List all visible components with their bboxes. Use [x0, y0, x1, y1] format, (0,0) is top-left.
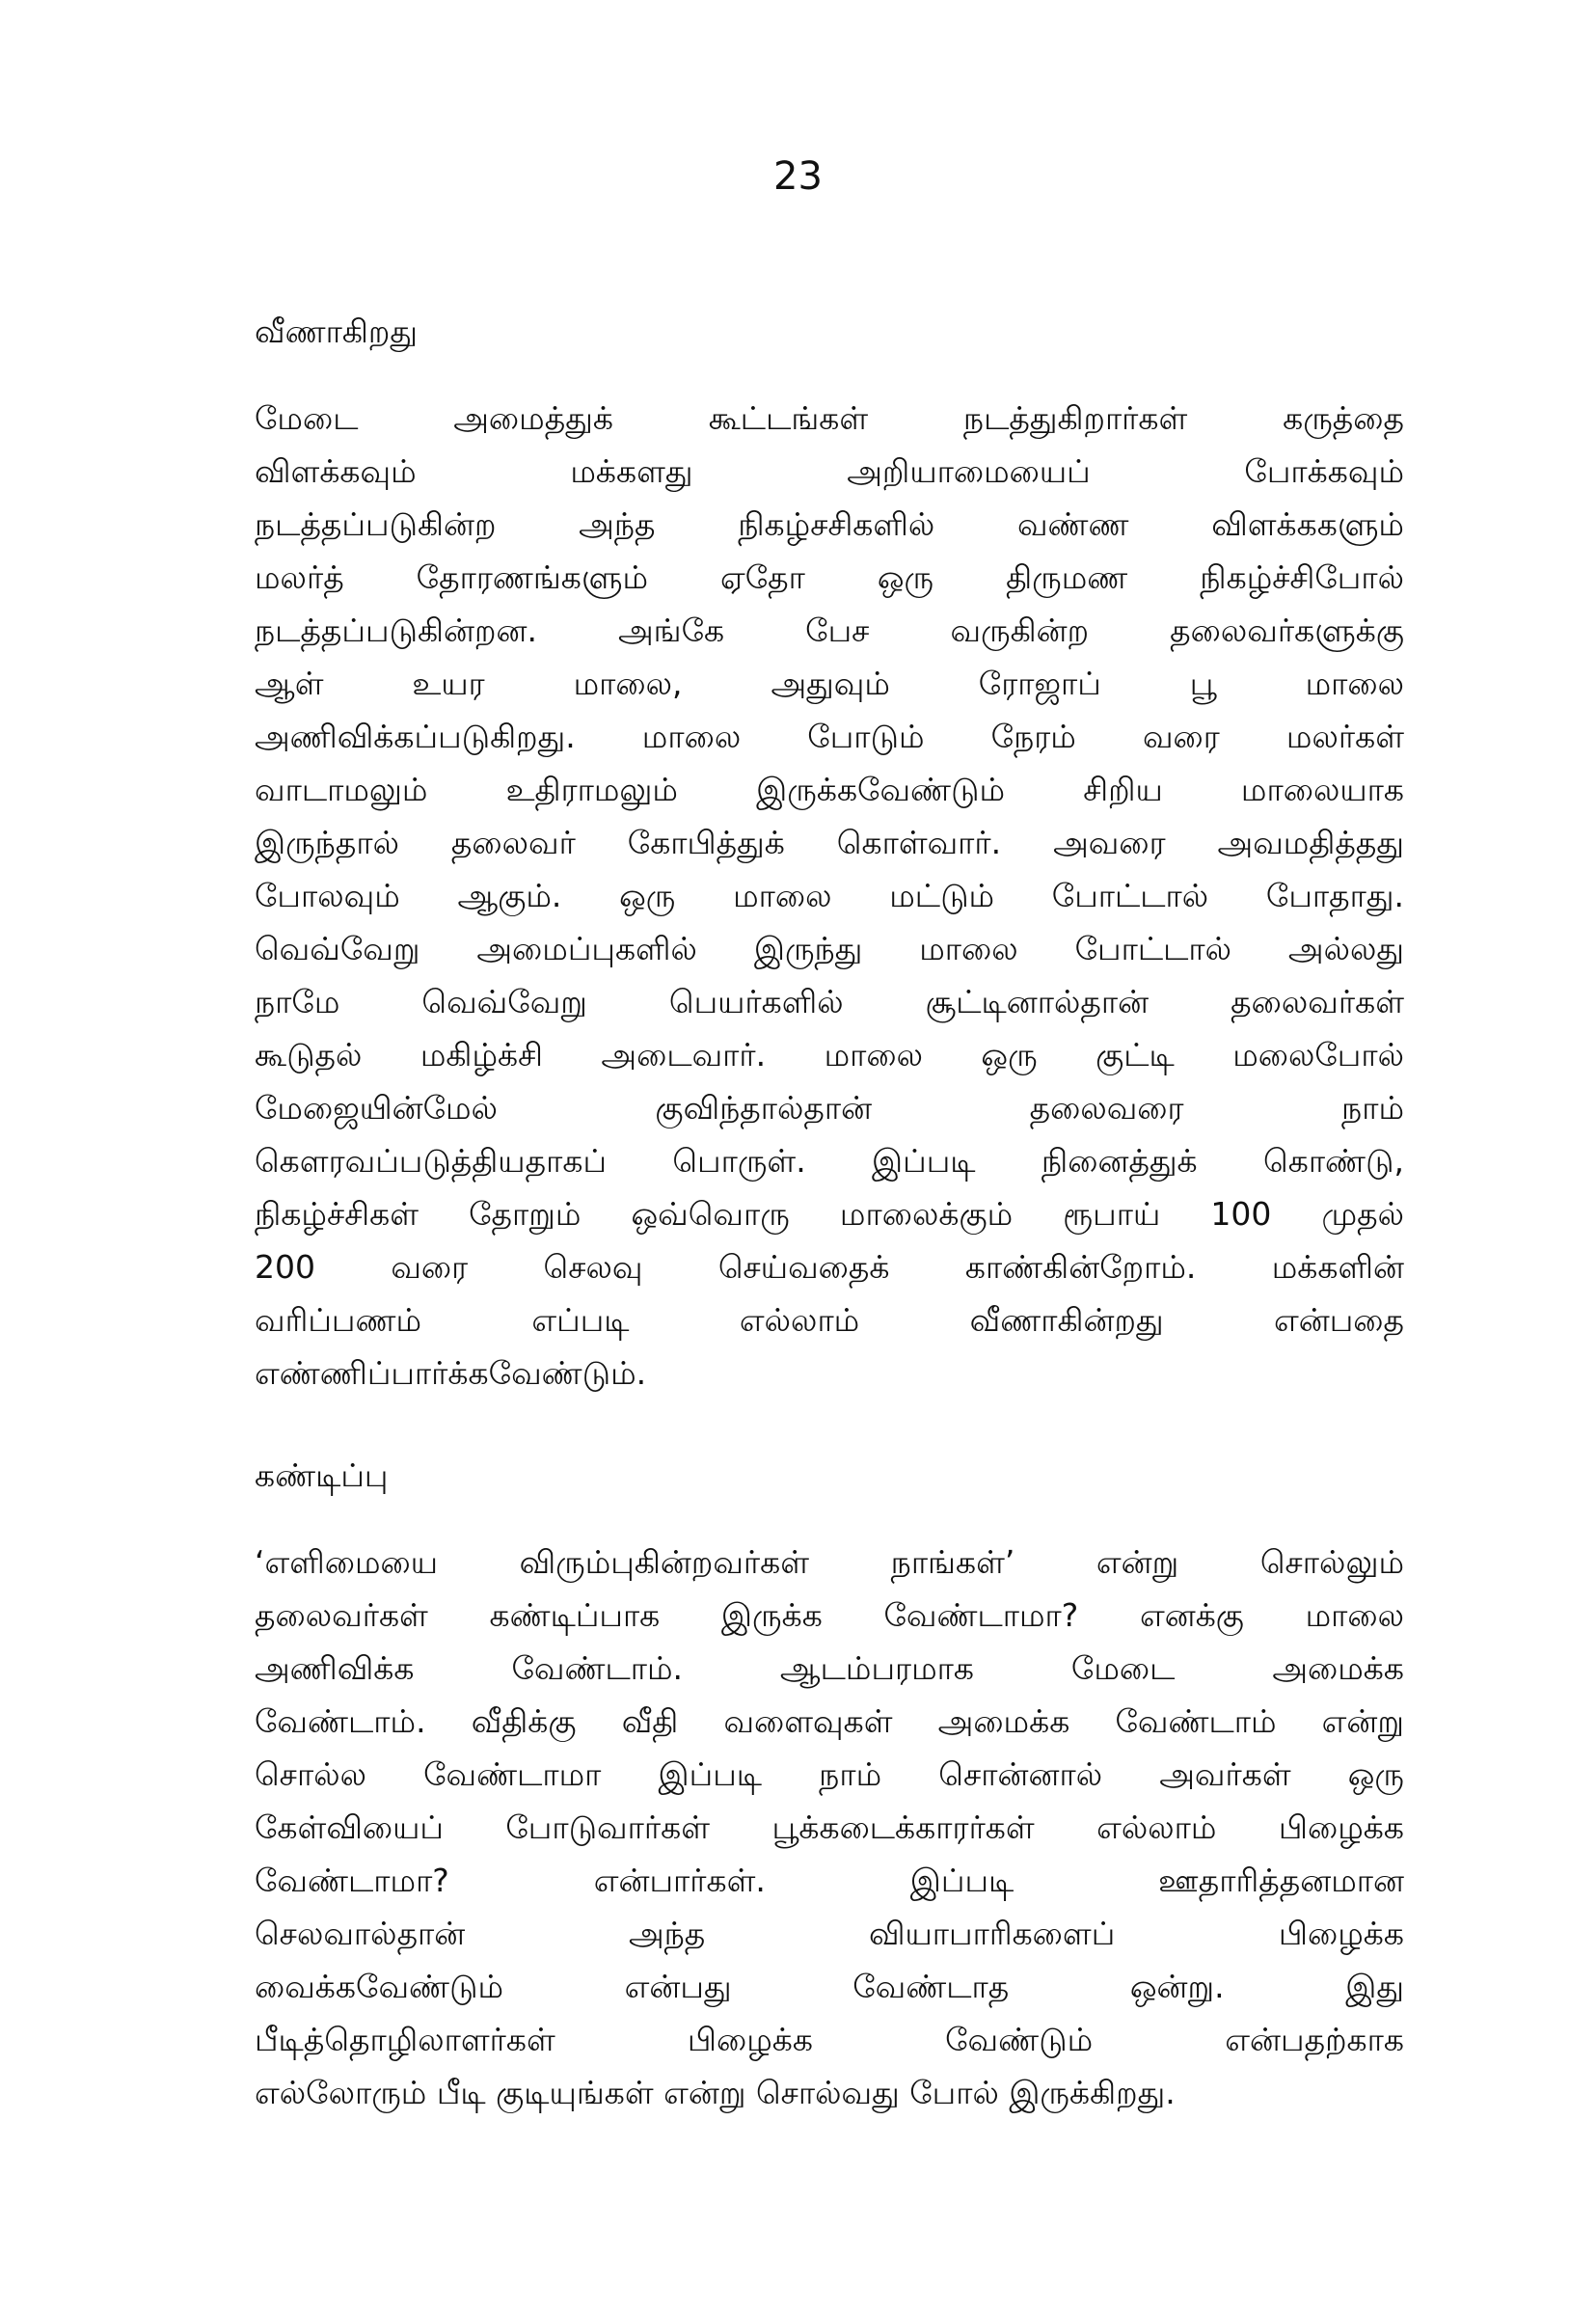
- text-line: விளக்கவும் மக்களது அறியாமையைப் போக்கவும்: [255, 452, 1404, 490]
- text-line: நடத்தப்படுகின்றன. அங்கே பேச வருகின்ற தலைவர்களுக்கு: [255, 612, 1404, 649]
- text-line: வெவ்வேறு அமைப்புகளில் இருந்து மாலை போட்டால் அல்லது: [255, 930, 1404, 967]
- section-paragraph: [255, 1536, 1404, 2119]
- text-line: வாடாமலும் உதிராமலும் இருக்கவேண்டும் சிறிய மாலையாக: [255, 771, 1404, 808]
- section-heading: வீணாகிறது: [255, 313, 418, 350]
- text-line: கேள்வியைப் போடுவார்கள் பூக்கடைக்காரர்கள் எல்லாம் பிழைக்க: [255, 1808, 1404, 1846]
- text-line: அணிவிக்கப்படுகிறது. மாலை போடும் நேரம் வரை மலர்கள்: [255, 718, 1404, 755]
- text-line: எண்ணிப்பார்க்கவேண்டும்.: [255, 1354, 647, 1392]
- text-line: கௌரவப்படுத்தியதாகப் பொருள். இப்படி நினைத்துக் கொண்டு,: [255, 1142, 1404, 1180]
- section-heading: கண்டிப்பு: [255, 1456, 389, 1494]
- text-line: செலவால்தான் அந்த வியாபாரிகளைப் பிழைக்க: [255, 1915, 1404, 1952]
- section-veenakiradhu: [255, 311, 1404, 1400]
- text-line: வைக்கவேண்டும் என்பது வேண்டாத ஒன்று. இது: [255, 1968, 1404, 2005]
- text-line: மேஜையின்மேல் குவிந்தால்தான் தலைவரை நாம்: [255, 1089, 1404, 1127]
- text-line: நாமே வெவ்வேறு பெயர்களில் சூட்டினால்தான் தலைவர்கள்: [255, 983, 1404, 1020]
- section-kandippu: [255, 1455, 1404, 2119]
- text-line: ‘எளிமையை விரும்புகின்றவர்கள் நாங்கள்’ என்று சொல்லும்: [255, 1543, 1404, 1581]
- text-line: தலைவர்கள் கண்டிப்பாக இருக்க வேண்டாமா? எனக்கு மாலை: [255, 1596, 1404, 1634]
- text-line: ஆள் உயர மாலை, அதுவும் ரோஜாப் பூ மாலை: [255, 665, 1404, 702]
- text-line: 200 வரை செலவு செய்வதைக் காண்கின்றோம். மக்களின்: [255, 1248, 1404, 1286]
- page-number: 23: [773, 154, 823, 199]
- text-line: வரிப்பணம் எப்படி எல்லாம் வீணாகின்றது என்பதை: [255, 1301, 1404, 1339]
- text-line: வேண்டாமா? என்பார்கள். இப்படி ஊதாரித்தனமான: [255, 1862, 1404, 1899]
- text-line: அணிவிக்க வேண்டாம். ஆடம்பரமாக மேடை அமைக்க: [255, 1649, 1404, 1687]
- text-line: மலர்த் தோரணங்களும் ஏதோ ஒரு திருமண நிகழ்ச்சிபோல்: [255, 558, 1404, 596]
- text-line: பீடித்தொழிலாளர்கள் பிழைக்க வேண்டும் என்பதற்காக: [255, 2021, 1404, 2058]
- text-line: சொல்ல வேண்டாமா இப்படி நாம் சொன்னால் அவர்கள் ஒரு: [255, 1755, 1404, 1793]
- text-line: நடத்தப்படுகின்ற அந்த நிகழ்சசிகளில் வண்ண விளக்ககளும்: [255, 505, 1404, 543]
- text-line: போலவும் ஆகும். ஒரு மாலை மட்டும் போட்டால் போதாது.: [255, 877, 1404, 914]
- text-line: வேண்டாம். வீதிக்கு வீதி வளைவுகள் அமைக்க வேண்டாம் என்று: [255, 1702, 1404, 1740]
- text-line: நிகழ்ச்சிகள் தோறும் ஒவ்வொரு மாலைக்கும் ரூபாய் 100 முதல்: [255, 1195, 1404, 1233]
- text-line: எல்லோரும் பீடி குடியுங்கள் என்று சொல்வது போல் இருக்கிறது.: [255, 2074, 1176, 2111]
- section-paragraph: [255, 392, 1404, 1400]
- text-line: கூடுதல் மகிழ்க்சி அடைவார். மாலை ஒரு குட்டி மலைபோல்: [255, 1036, 1404, 1074]
- text-line: மேடை அமைத்துக் கூட்டங்கள் நடத்துகிறார்கள் கருத்தை: [255, 399, 1404, 437]
- text-line: இருந்தால் தலைவர் கோபித்துக் கொள்வார். அவரை அவமதித்தது: [255, 824, 1404, 861]
